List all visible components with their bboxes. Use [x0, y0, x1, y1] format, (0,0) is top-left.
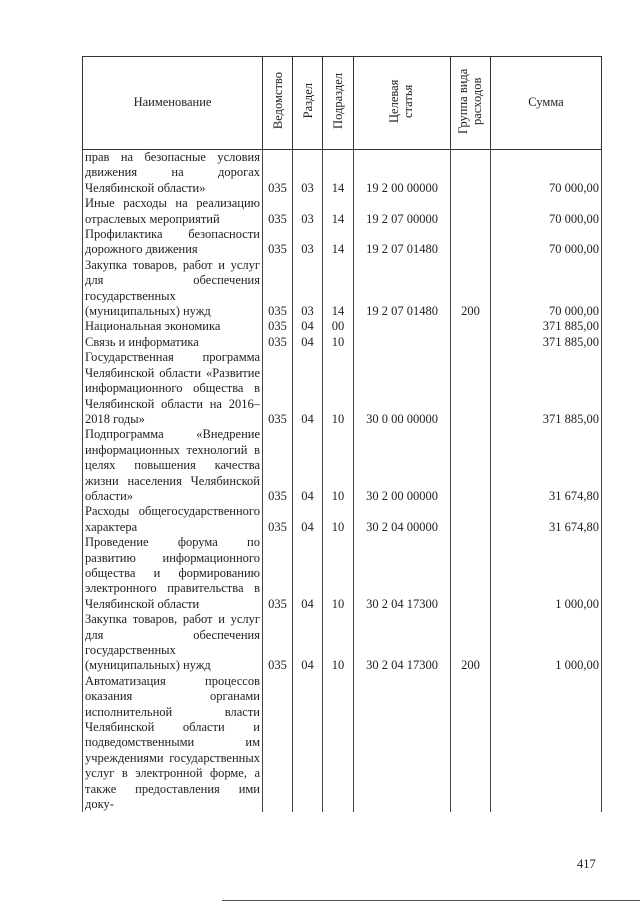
table-row	[83, 335, 602, 350]
cell-name: Закупка товаров, работ и услуг для обеспечения государственных (муниципальных) нужд	[83, 612, 263, 674]
table-row	[83, 150, 602, 197]
table-row	[83, 196, 602, 227]
cell-group: 200	[451, 258, 491, 320]
cell-subsection: 10	[323, 535, 354, 612]
cell-ministry: 035	[263, 335, 293, 350]
cell-subsection: 14	[323, 227, 354, 258]
cell-name: Иные расходы на реализацию отраслевых мероприятий	[83, 196, 263, 227]
cell-sum: 70 000,00	[491, 258, 602, 320]
header-section: Раздел	[293, 57, 323, 150]
cell-section: 04	[293, 535, 323, 612]
cell-subsection: 00	[323, 319, 354, 334]
cell-section: 04	[293, 612, 323, 674]
cell-sum: 31 674,80	[491, 504, 602, 535]
table-row	[83, 674, 602, 813]
cell-group: 200	[451, 612, 491, 674]
cell-name: Профилактика безопасности дорожного движения	[83, 227, 263, 258]
cell-group	[451, 535, 491, 612]
cell-sum: 70 000,00	[491, 227, 602, 258]
cell-sum: 1 000,00	[491, 612, 602, 674]
cell-name: Проведение форума по развитию информационного общества и формированию электронного правительства в Челябинской области	[83, 535, 263, 612]
cell-name: Связь и информатика	[83, 335, 263, 350]
cell-subsection: 14	[323, 196, 354, 227]
cell-target: 30 2 04 17300	[354, 612, 451, 674]
cell-subsection: 14	[323, 258, 354, 320]
cell-target	[354, 319, 451, 334]
cell-sum: 70 000,00	[491, 150, 602, 197]
cell-name: прав на безопасные условия движения на дорогах Челябинской области»	[83, 150, 263, 197]
table-header-row	[83, 57, 602, 150]
cell-section: 03	[293, 258, 323, 320]
cell-name: Подпрограмма «Внедрение информационных технологий в целях повышения качества жизни населения Челябинской области»	[83, 427, 263, 504]
cell-subsection: 10	[323, 350, 354, 427]
cell-ministry: 035	[263, 319, 293, 334]
cell-name: Национальная экономика	[83, 319, 263, 334]
cell-ministry: 035	[263, 350, 293, 427]
cell-section: 03	[293, 150, 323, 197]
cell-section: 03	[293, 227, 323, 258]
cell-subsection: 10	[323, 335, 354, 350]
cell-subsection: 14	[323, 150, 354, 197]
cell-subsection: 10	[323, 504, 354, 535]
cell-section: 03	[293, 196, 323, 227]
cell-target: 19 2 07 00000	[354, 196, 451, 227]
cell-target: 19 2 07 01480	[354, 258, 451, 320]
header-group: Группа вида расходов	[451, 57, 491, 150]
cell-target	[354, 674, 451, 813]
cell-sum: 1 000,00	[491, 535, 602, 612]
cell-section: 04	[293, 350, 323, 427]
cell-group	[451, 227, 491, 258]
cell-target: 30 2 00 00000	[354, 427, 451, 504]
cell-name: Государственная программа Челябинской области «Развитие информационного общества в Челябинской области на 2016–2018 годы»	[83, 350, 263, 427]
cell-sum: 70 000,00	[491, 196, 602, 227]
cell-target: 30 2 04 17300	[354, 535, 451, 612]
header-target: Целевая статья	[354, 57, 451, 150]
cell-sum	[491, 674, 602, 813]
cell-group	[451, 335, 491, 350]
cell-section: 04	[293, 427, 323, 504]
cell-group	[451, 150, 491, 197]
cell-ministry: 035	[263, 258, 293, 320]
cell-section: 04	[293, 335, 323, 350]
budget-table	[82, 56, 602, 812]
cell-ministry: 035	[263, 227, 293, 258]
cell-sum: 371 885,00	[491, 335, 602, 350]
cell-sum: 371 885,00	[491, 319, 602, 334]
cell-target: 30 0 00 00000	[354, 350, 451, 427]
header-name: Наименование	[83, 57, 263, 150]
table-row	[83, 319, 602, 334]
table-row	[83, 535, 602, 612]
table-row	[83, 427, 602, 504]
cell-target: 19 2 00 00000	[354, 150, 451, 197]
cell-subsection: 10	[323, 427, 354, 504]
cell-ministry	[263, 674, 293, 813]
table-row	[83, 350, 602, 427]
table-row	[83, 612, 602, 674]
cell-ministry: 035	[263, 150, 293, 197]
page-number: 417	[577, 857, 596, 871]
cell-section	[293, 674, 323, 813]
cell-group	[451, 196, 491, 227]
cell-sum: 31 674,80	[491, 427, 602, 504]
cell-section: 04	[293, 504, 323, 535]
cell-group	[451, 319, 491, 334]
cell-group	[451, 427, 491, 504]
cell-group	[451, 350, 491, 427]
header-sum: Сумма	[491, 57, 602, 150]
cell-name: Расходы общегосударственного характера	[83, 504, 263, 535]
cell-name: Автоматизация процессов оказания органами исполнительной власти Челябинской области и подведомственными им учреждениями государственных услуг в электронной форме, а также предоставления ими доку-	[83, 674, 263, 813]
cell-ministry: 035	[263, 535, 293, 612]
cell-target	[354, 335, 451, 350]
table-row	[83, 258, 602, 320]
cell-ministry: 035	[263, 504, 293, 535]
cell-group	[451, 504, 491, 535]
cell-subsection: 10	[323, 612, 354, 674]
cell-target: 30 2 04 00000	[354, 504, 451, 535]
cell-ministry: 035	[263, 612, 293, 674]
cell-section: 04	[293, 319, 323, 334]
table-row	[83, 504, 602, 535]
cell-target: 19 2 07 01480	[354, 227, 451, 258]
cell-subsection	[323, 674, 354, 813]
cell-sum: 371 885,00	[491, 350, 602, 427]
header-subsection: Подраздел	[323, 57, 354, 150]
cell-group	[451, 674, 491, 813]
header-ministry: Ведомство	[263, 57, 293, 150]
cell-ministry: 035	[263, 427, 293, 504]
footer-rule	[222, 900, 640, 901]
cell-ministry: 035	[263, 196, 293, 227]
cell-name: Закупка товаров, работ и услуг для обеспечения государственных (муниципальных) нужд	[83, 258, 263, 320]
table-row	[83, 227, 602, 258]
